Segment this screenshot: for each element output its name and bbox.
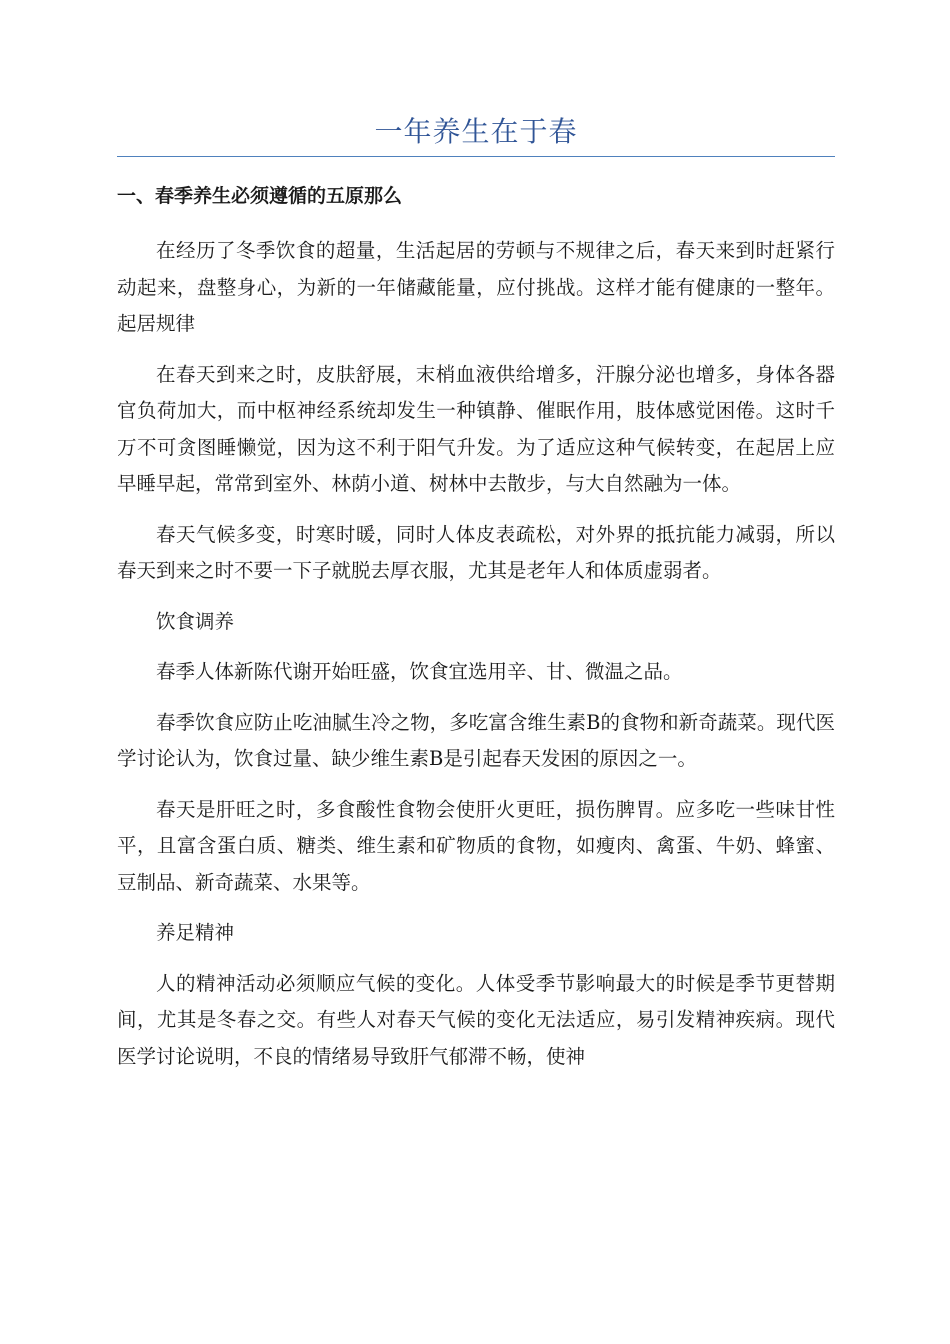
paragraph: 在经历了冬季饮食的超量，生活起居的劳顿与不规律之后，春天来到时赶紧行动起来，盘整身心，为新的一年储藏能量，应付挑战。这样才能有健康的一整年。起居规律 (117, 239, 835, 335)
paragraph: 春天气候多变，时寒时暖，同时人体皮表疏松，对外界的抵抗能力减弱，所以春天到来之时不要一下子就脱去厚衣服，尤其是老年人和体质虚弱者。 (117, 522, 835, 582)
subheading-spirit: 养足精神 (156, 921, 235, 944)
paragraph: 春天是肝旺之时，多食酸性食物会使肝火更旺，损伤脾胃。应多吃一些味甘性平，且富含蛋白质、糖类、维生素和矿物质的食物，如瘦肉、禽蛋、牛奶、蜂蜜、豆制品、新奇蔬菜、水果等。 (117, 797, 835, 894)
title-underline (117, 156, 835, 157)
subheading-diet: 饮食调养 (156, 609, 235, 633)
paragraph: 人的精神活动必须顺应气候的变化。人体受季节影响最大的时候是季节更替期间，尤其是冬春之交。有些人对春天气候的变化无法适应，易引发精神疾病。现代医学讨论说明，不良的情绪易导致肝气郁滞不畅，使神 (117, 971, 835, 1068)
paragraph: 春季人体新陈代谢开始旺盛，饮食宜选用辛、甘、微温之品。 (156, 660, 683, 683)
section-heading: 一、春季养生必须遵循的五原那么 (117, 185, 403, 207)
paragraph: 在春天到来之时，皮肤舒展，末梢血液供给增多，汗腺分泌也增多，身体各器官负荷加大，而中枢神经系统却发生一种镇静、催眠作用，肢体感觉困倦。这时千万不可贪图睡懒觉，因为这不利于阳气升发。为了适应这种气候转变，在起居上应早睡早起，常常到室外、林荫小道、树林中去散步，与大自然融为一体。 (117, 362, 835, 495)
paragraph: 春季饮食应防止吃油腻生冷之物，多吃富含维生素B的食物和新奇蔬菜。现代医学讨论认为，饮食过量、缺少维生素B是引起春天发困的原因之一。 (117, 710, 835, 770)
document-title: 一年养生在于春 (374, 115, 578, 148)
document-page (117, 0, 835, 1075)
